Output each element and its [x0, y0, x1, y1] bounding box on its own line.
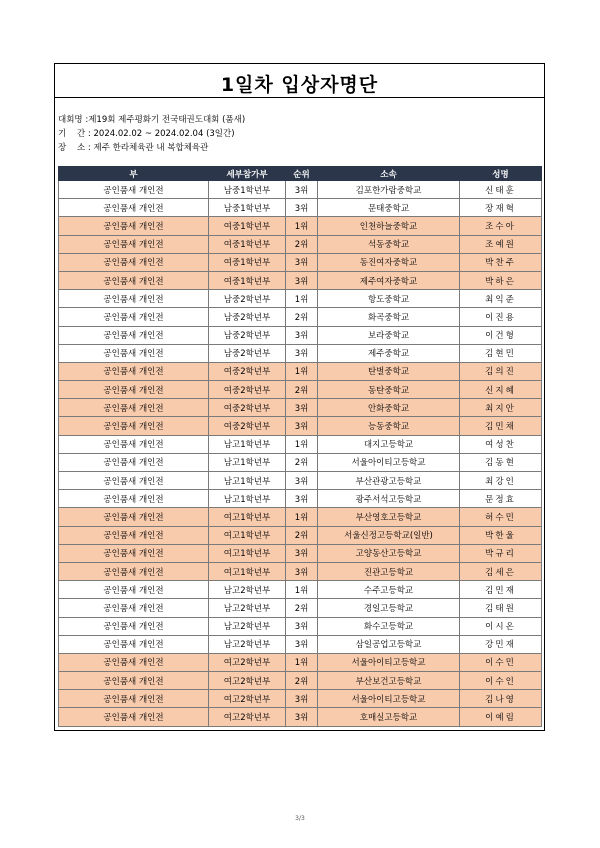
table-row — [59, 508, 542, 526]
cell-name: 김민재 — [460, 581, 542, 599]
cell-school: 보라중학교 — [318, 326, 460, 344]
cell-name: 박규리 — [460, 544, 542, 562]
cell-division: 공인품새 개인전 — [59, 635, 209, 653]
cell-rank: 2위 — [286, 672, 318, 690]
header-category: 세부참가부 — [209, 167, 286, 181]
cell-school: 삼일공업고등학교 — [318, 635, 460, 653]
table-row — [59, 708, 542, 726]
document-frame — [54, 63, 545, 731]
cell-school: 서울아이티고등학교 — [318, 653, 460, 671]
cell-school: 고양동산고등학교 — [318, 544, 460, 562]
page-number: 3/3 — [295, 815, 305, 822]
cell-rank: 3위 — [286, 253, 318, 271]
cell-name: 허수민 — [460, 508, 542, 526]
cell-school: 대지고등학교 — [318, 435, 460, 453]
cell-rank: 3위 — [286, 472, 318, 490]
cell-rank: 3위 — [286, 399, 318, 417]
cell-rank: 2위 — [286, 381, 318, 399]
table-row — [59, 308, 542, 326]
cell-division: 공인품새 개인전 — [59, 181, 209, 199]
event-name-line — [58, 114, 245, 126]
cell-category: 여고2학년부 — [209, 690, 286, 708]
cell-division: 공인품새 개인전 — [59, 562, 209, 580]
cell-school: 화곡중학교 — [318, 308, 460, 326]
cell-name: 김나영 — [460, 690, 542, 708]
cell-division: 공인품새 개인전 — [59, 290, 209, 308]
cell-name: 최지안 — [460, 399, 542, 417]
cell-division: 공인품새 개인전 — [59, 508, 209, 526]
cell-name: 이예림 — [460, 708, 542, 726]
cell-school: 동탄중학교 — [318, 381, 460, 399]
cell-division: 공인품새 개인전 — [59, 708, 209, 726]
cell-rank: 1위 — [286, 217, 318, 235]
cell-category: 남중2학년부 — [209, 344, 286, 362]
table-row — [59, 181, 542, 199]
cell-school: 부산보건고등학교 — [318, 672, 460, 690]
cell-name: 김세은 — [460, 562, 542, 580]
cell-division: 공인품새 개인전 — [59, 199, 209, 217]
header-rank: 순위 — [286, 167, 318, 181]
table-row — [59, 399, 542, 417]
cell-division: 공인품새 개인전 — [59, 271, 209, 289]
cell-name: 김동현 — [460, 453, 542, 471]
cell-school: 능동중학교 — [318, 417, 460, 435]
cell-name: 여성찬 — [460, 435, 542, 453]
cell-category: 남중2학년부 — [209, 290, 286, 308]
cell-name: 박찬주 — [460, 253, 542, 271]
cell-rank: 3위 — [286, 617, 318, 635]
table-row — [59, 581, 542, 599]
cell-name: 최익준 — [460, 290, 542, 308]
period-label: 기 간 : — [58, 129, 94, 139]
venue-line — [58, 142, 208, 154]
cell-school: 진관고등학교 — [318, 562, 460, 580]
cell-division: 공인품새 개인전 — [59, 399, 209, 417]
cell-category: 여중2학년부 — [209, 399, 286, 417]
cell-school: 인천하늘중학교 — [318, 217, 460, 235]
cell-division: 공인품새 개인전 — [59, 526, 209, 544]
cell-name: 최강인 — [460, 472, 542, 490]
cell-rank: 3위 — [286, 708, 318, 726]
cell-division: 공인품새 개인전 — [59, 472, 209, 490]
page-title: 1일차 입상자명단 — [220, 74, 379, 96]
cell-name: 조수아 — [460, 217, 542, 235]
table-row — [59, 253, 542, 271]
cell-school: 서울신정고등학교(일반) — [318, 526, 460, 544]
cell-category: 여중2학년부 — [209, 362, 286, 380]
cell-school: 광주서석고등학교 — [318, 490, 460, 508]
results-table — [58, 166, 542, 727]
cell-division: 공인품새 개인전 — [59, 453, 209, 471]
cell-rank: 1위 — [286, 653, 318, 671]
cell-rank: 3위 — [286, 544, 318, 562]
cell-category: 남고2학년부 — [209, 581, 286, 599]
table-header-row — [59, 167, 542, 181]
cell-name: 이수인 — [460, 672, 542, 690]
table-row — [59, 617, 542, 635]
table-body — [59, 181, 542, 727]
cell-category: 남고2학년부 — [209, 635, 286, 653]
cell-division: 공인품새 개인전 — [59, 672, 209, 690]
cell-rank: 3위 — [286, 344, 318, 362]
cell-school: 수주고등학교 — [318, 581, 460, 599]
cell-division: 공인품새 개인전 — [59, 653, 209, 671]
table-row — [59, 417, 542, 435]
cell-school: 제주중학교 — [318, 344, 460, 362]
cell-category: 남고2학년부 — [209, 599, 286, 617]
cell-division: 공인품새 개인전 — [59, 581, 209, 599]
cell-division: 공인품새 개인전 — [59, 690, 209, 708]
header-school: 소속 — [318, 167, 460, 181]
cell-name: 강민재 — [460, 635, 542, 653]
cell-category: 남중1학년부 — [209, 199, 286, 217]
cell-rank: 2위 — [286, 308, 318, 326]
cell-rank: 3위 — [286, 181, 318, 199]
header-division: 부 — [59, 167, 209, 181]
table-row — [59, 326, 542, 344]
cell-school: 문태중학교 — [318, 199, 460, 217]
cell-category: 여중2학년부 — [209, 381, 286, 399]
period-line — [58, 128, 235, 140]
cell-rank: 1위 — [286, 435, 318, 453]
table-row — [59, 690, 542, 708]
event-name-value: 제19회 제주평화기 전국태권도대회 (품새) — [88, 115, 246, 125]
cell-name: 신태훈 — [460, 181, 542, 199]
cell-name: 김의진 — [460, 362, 542, 380]
cell-name: 문정효 — [460, 490, 542, 508]
cell-division: 공인품새 개인전 — [59, 490, 209, 508]
cell-name: 조예원 — [460, 235, 542, 253]
cell-school: 제주여자중학교 — [318, 271, 460, 289]
cell-school: 동진여자중학교 — [318, 253, 460, 271]
table-row — [59, 217, 542, 235]
cell-name: 박한울 — [460, 526, 542, 544]
cell-category: 여고1학년부 — [209, 526, 286, 544]
table-row — [59, 526, 542, 544]
cell-name: 박하은 — [460, 271, 542, 289]
cell-category: 남중1학년부 — [209, 181, 286, 199]
cell-division: 공인품새 개인전 — [59, 308, 209, 326]
header-name: 성명 — [460, 167, 542, 181]
table-row — [59, 235, 542, 253]
cell-school: 부산관광고등학교 — [318, 472, 460, 490]
cell-division: 공인품새 개인전 — [59, 235, 209, 253]
table-row — [59, 290, 542, 308]
table-row — [59, 544, 542, 562]
venue-value: 제주 한라체육관 내 복합체육관 — [93, 143, 209, 153]
table-row — [59, 199, 542, 217]
table-row — [59, 271, 542, 289]
cell-rank: 2위 — [286, 526, 318, 544]
cell-category: 남고1학년부 — [209, 490, 286, 508]
cell-school: 탄벌중학교 — [318, 362, 460, 380]
cell-category: 여중2학년부 — [209, 417, 286, 435]
table-row — [59, 472, 542, 490]
cell-rank: 1위 — [286, 581, 318, 599]
table-row — [59, 672, 542, 690]
cell-category: 여고1학년부 — [209, 562, 286, 580]
cell-division: 공인품새 개인전 — [59, 326, 209, 344]
cell-rank: 3위 — [286, 562, 318, 580]
cell-division: 공인품새 개인전 — [59, 599, 209, 617]
cell-division: 공인품새 개인전 — [59, 253, 209, 271]
cell-school: 경일고등학교 — [318, 599, 460, 617]
cell-category: 남고1학년부 — [209, 453, 286, 471]
cell-rank: 2위 — [286, 599, 318, 617]
cell-category: 여고2학년부 — [209, 653, 286, 671]
cell-name: 김현민 — [460, 344, 542, 362]
cell-name: 이시온 — [460, 617, 542, 635]
cell-division: 공인품새 개인전 — [59, 344, 209, 362]
table-row — [59, 599, 542, 617]
cell-division: 공인품새 개인전 — [59, 417, 209, 435]
cell-division: 공인품새 개인전 — [59, 544, 209, 562]
cell-category: 여고1학년부 — [209, 544, 286, 562]
cell-category: 남중2학년부 — [209, 308, 286, 326]
cell-division: 공인품새 개인전 — [59, 617, 209, 635]
table-row — [59, 362, 542, 380]
cell-category: 여중1학년부 — [209, 235, 286, 253]
cell-school: 호매실고등학교 — [318, 708, 460, 726]
cell-school: 서울아이티고등학교 — [318, 690, 460, 708]
event-name-label: 대회명 : — [58, 115, 89, 125]
cell-school: 화수고등학교 — [318, 617, 460, 635]
table-row — [59, 435, 542, 453]
cell-category: 여중1학년부 — [209, 253, 286, 271]
cell-name: 이건형 — [460, 326, 542, 344]
cell-division: 공인품새 개인전 — [59, 435, 209, 453]
cell-name: 장재혁 — [460, 199, 542, 217]
cell-category: 남고2학년부 — [209, 617, 286, 635]
cell-rank: 1위 — [286, 508, 318, 526]
table-row — [59, 653, 542, 671]
cell-category: 여중1학년부 — [209, 217, 286, 235]
cell-name: 김민채 — [460, 417, 542, 435]
cell-category: 남중2학년부 — [209, 326, 286, 344]
cell-school: 석동중학교 — [318, 235, 460, 253]
cell-school: 김포한가람중학교 — [318, 181, 460, 199]
cell-name: 김태원 — [460, 599, 542, 617]
cell-rank: 1위 — [286, 362, 318, 380]
cell-division: 공인품새 개인전 — [59, 381, 209, 399]
table-row — [59, 490, 542, 508]
period-value: 2024.02.02 ~ 2024.02.04 (3일간) — [93, 129, 235, 139]
cell-rank: 3위 — [286, 690, 318, 708]
title-divider — [55, 97, 544, 98]
cell-category: 남고1학년부 — [209, 435, 286, 453]
cell-rank: 3위 — [286, 635, 318, 653]
cell-category: 여고1학년부 — [209, 508, 286, 526]
cell-name: 이수민 — [460, 653, 542, 671]
table-row — [59, 381, 542, 399]
cell-rank: 1위 — [286, 290, 318, 308]
cell-school: 안화중학교 — [318, 399, 460, 417]
table-row — [59, 344, 542, 362]
cell-rank: 3위 — [286, 271, 318, 289]
cell-division: 공인품새 개인전 — [59, 217, 209, 235]
cell-school: 서울아이티고등학교 — [318, 453, 460, 471]
table-row — [59, 635, 542, 653]
table-row — [59, 562, 542, 580]
cell-school: 부산영호고등학교 — [318, 508, 460, 526]
venue-label: 장 소 : — [58, 143, 94, 153]
cell-category: 여고2학년부 — [209, 672, 286, 690]
cell-rank: 3위 — [286, 326, 318, 344]
cell-rank: 2위 — [286, 235, 318, 253]
cell-division: 공인품새 개인전 — [59, 362, 209, 380]
cell-category: 남고1학년부 — [209, 472, 286, 490]
cell-name: 이진용 — [460, 308, 542, 326]
cell-rank: 3위 — [286, 490, 318, 508]
cell-rank: 3위 — [286, 199, 318, 217]
cell-rank: 2위 — [286, 453, 318, 471]
cell-name: 신지혜 — [460, 381, 542, 399]
cell-category: 여중1학년부 — [209, 271, 286, 289]
cell-school: 항도중학교 — [318, 290, 460, 308]
cell-rank: 3위 — [286, 417, 318, 435]
cell-category: 여고2학년부 — [209, 708, 286, 726]
table-row — [59, 453, 542, 471]
